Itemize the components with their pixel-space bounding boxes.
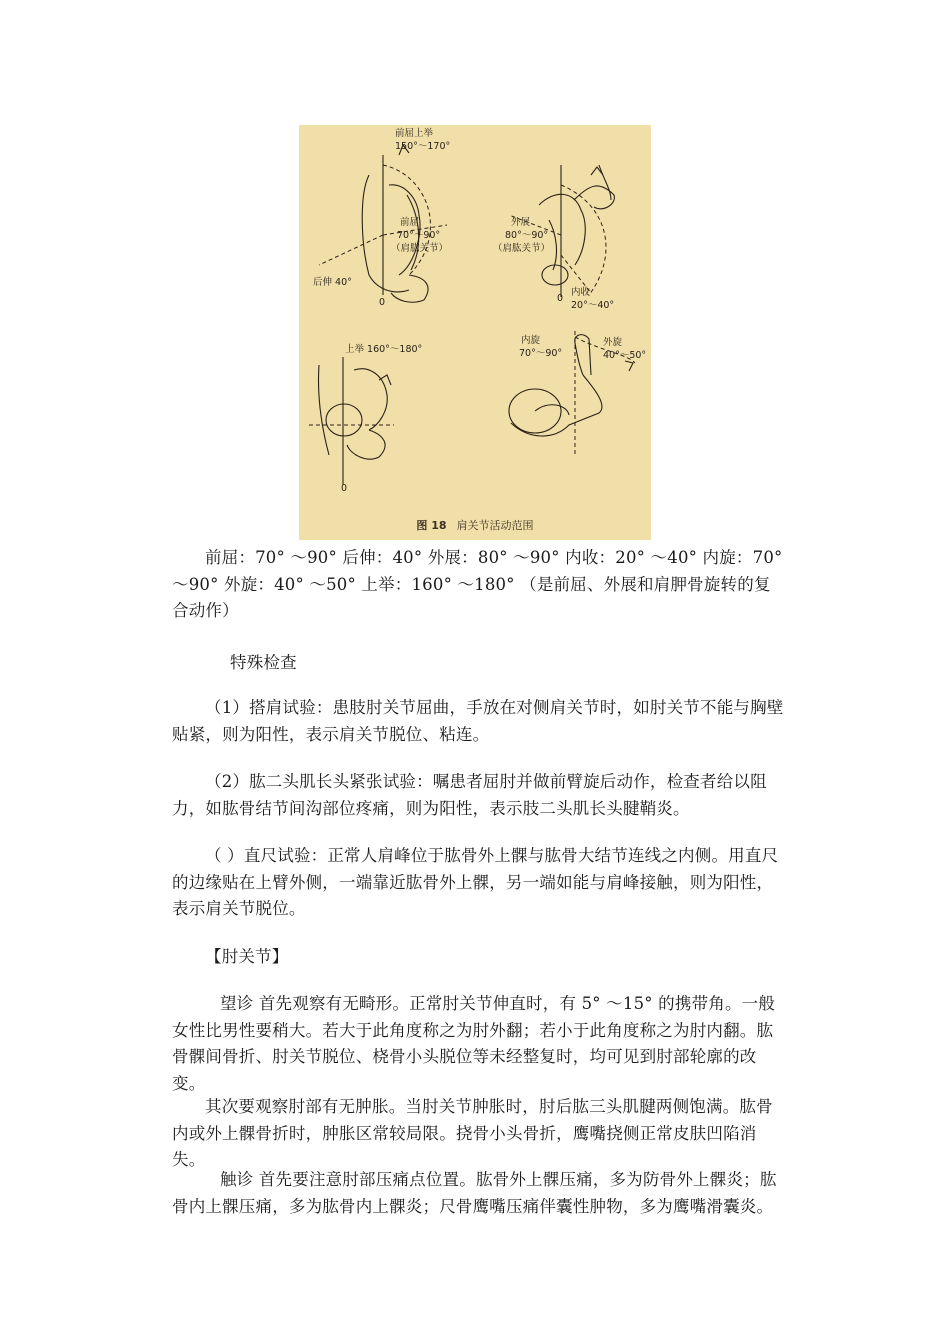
ruler-test-paragraph: （ ）直尺试验：正常人肩峰位于肱骨外上髁与肱骨大结节连线之内侧。用直尺的边缘贴在上臂外侧，一端靠近肱骨外上髁，另一端如能与肩峰接触，则为阳性，表示肩关节脱位。 (172, 846, 779, 918)
figure-caption-text: 肩关节活动范围 (456, 519, 534, 532)
range-summary-paragraph: 前屈：70° ～90° 后伸：40° 外展：80° ～90° 内收：20° ～40° 内旋：70° ～90° 外旋：40° ～50° 上举：160° ～180° （是前屈、外展和肩胛骨旋转的复合动作） (172, 548, 783, 620)
label-forward-raise: 前屈上举 (395, 128, 434, 139)
figure-caption (299, 517, 651, 533)
raise-drawing (309, 357, 394, 485)
label-internal-rotation-range: 70°～90° (519, 348, 563, 359)
shoulder-diagram (299, 125, 651, 517)
label-forward-raise-range: 150°～170° (395, 141, 451, 152)
label-flexion-note: （肩肱关节） (391, 243, 449, 254)
label-zero-1: 0 (379, 297, 386, 308)
label-external-rotation: 外旋 (603, 337, 623, 348)
elbow-inspection-paragraph: 望诊 首先观察有无畸形。正常肘关节伸直时，有 5° ～15° 的携带角。一般女性比男性要稍大。若大于此角度称之为肘外翻；若小于此角度称之为肘内翻。肱骨髁间骨折、肘关节脱位、桡骨小头脱位等未经整复时，均可见到肘部轮廓的改变。 (172, 994, 776, 1093)
special-exam-heading: 特殊检查 (230, 653, 297, 672)
label-raise: 上举 160°～180° (345, 344, 423, 355)
label-flexion-range: 70°～90° (397, 230, 441, 241)
elbow-palpation-paragraph: 触诊 首先要注意肘部压痛点位置。肱骨外上髁压痛，多为防骨外上髁炎；肱骨内上髁压痛，多为肱骨内上髁炎；尺骨鹰嘴压痛伴囊性肿物，多为鹰嘴滑囊炎。 (172, 1170, 777, 1216)
label-flexion: 前屈 (400, 217, 420, 228)
label-zero-2: 0 (557, 293, 564, 304)
figure-caption-number: 图 18 (416, 519, 447, 532)
label-abduction-note: （肩肱关节） (493, 243, 551, 254)
shoulder-range-figure (299, 125, 651, 540)
label-adduction: 内收 (571, 287, 591, 298)
label-external-rotation-range: 40°～50° (603, 350, 647, 361)
elbow-section-heading: 【肘关节】 (205, 947, 289, 966)
shoulder-touch-test-paragraph: （1）搭肩试验：患肢肘关节屈曲，手放在对侧肩关节时，如肘关节不能与胸壁贴紧，则为阳性，表示肩关节脱位、粘连。 (172, 698, 784, 744)
elbow-swelling-paragraph: 其次要观察肘部有无肿胀。当肘关节肿胀时，肘后肱三头肌腱两侧饱满。肱骨内或外上髁骨折时，肿胀区常较局限。挠骨小头骨折，鹰嘴挠侧正常皮肤凹陷消失。 (172, 1097, 773, 1169)
biceps-tension-test-paragraph: （2）肱二头肌长头紧张试验：嘱患者屈肘并做前臂旋后动作，检查者给以阻力，如肱骨结节间沟部位疼痛，则为阳性，表示肢二头肌长头腱鞘炎。 (172, 772, 767, 818)
label-internal-rotation: 内旋 (521, 335, 541, 346)
label-adduction-range: 20°～40° (571, 300, 615, 311)
label-abduction: 外展 (511, 217, 531, 228)
label-extension: 后伸 40° (313, 277, 352, 288)
label-zero-3: 0 (341, 483, 348, 494)
label-abduction-range: 80°～90° (505, 230, 549, 241)
